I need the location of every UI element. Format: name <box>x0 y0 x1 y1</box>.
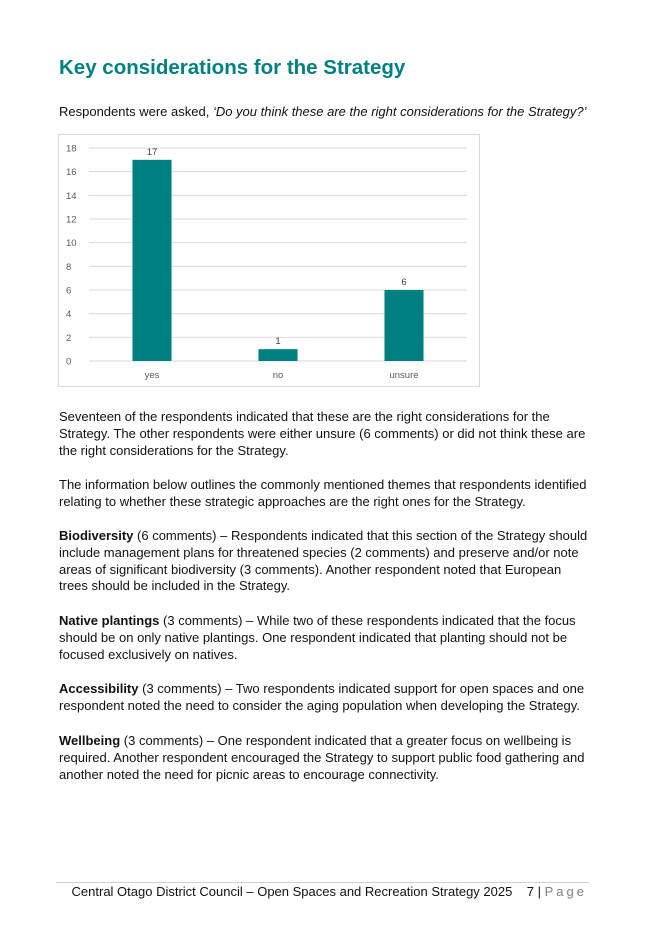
bar-unsure <box>384 290 423 361</box>
themes-intro-paragraph: The information below outlines the commonly mentioned themes that respondents identified relating to whether these strategic approaches are the right ones for the Strategy. <box>59 477 587 509</box>
biodiversity-text: (6 comments) – Respondents indicated that this section of the Strategy should include management plans for threatened species (2 comments) and preserve and/or note areas of significant biodiversity (3 comments). Another respondent noted that European trees should be included in the Strategy. <box>59 528 588 594</box>
accessibility-paragraph <box>59 681 589 715</box>
page-heading: Key considerations for the Strategy <box>59 56 406 79</box>
biodiversity-title: Biodiversity <box>59 528 134 543</box>
native-plantings-paragraph <box>59 613 589 663</box>
data-label: 1 <box>275 336 281 348</box>
intro-question: ‘Do you think these are the right considerations for the Strategy?’ <box>212 104 587 119</box>
y-tick-label: 12 <box>66 214 77 226</box>
y-tick-label: 18 <box>66 143 77 155</box>
biodiversity-paragraph <box>59 528 589 595</box>
intro-prefix: Respondents were asked, <box>59 104 213 119</box>
x-tick-label: no <box>272 370 284 381</box>
y-tick-label: 14 <box>66 190 77 202</box>
page-separator: | <box>534 884 545 899</box>
y-tick-label: 0 <box>66 356 72 368</box>
page-number: 7 <box>526 884 535 899</box>
x-tick-label: yes <box>144 370 160 381</box>
footer-text: Central Otago District Council – Open Spaces and Recreation Strategy 2025 <box>71 884 513 899</box>
bar-chart-svg <box>59 135 479 386</box>
data-label: 6 <box>401 277 407 288</box>
native-plantings-title: Native plantings <box>59 613 160 628</box>
y-tick-label: 8 <box>66 261 72 273</box>
accessibility-text: (3 comments) – Two respondents indicated support for open spaces and one respondent noted the need to consider the aging population when developing the Strategy. <box>59 681 585 713</box>
y-tick-label: 16 <box>66 167 77 179</box>
wellbeing-paragraph <box>59 733 589 783</box>
data-label: 17 <box>146 146 158 158</box>
bar-chart <box>58 134 480 387</box>
wellbeing-text: (3 comments) – One respondent indicated that a greater focus on wellbeing is required. Another respondent encouraged the Strategy to support public food gathering and another noted the need for picnic areas to encourage connectivity. <box>59 733 585 782</box>
bar-yes <box>132 160 171 361</box>
y-tick-label: 2 <box>66 332 72 344</box>
summary-paragraph: Seventeen of the respondents indicated that these are the right considerations for the Strategy. The other respondents were either unsure (6 comments) or did not think these are the right considerations for the Strategy. <box>59 409 586 458</box>
y-tick-label: 4 <box>66 309 72 321</box>
y-tick-label: 6 <box>66 285 72 297</box>
footer-divider <box>56 882 589 883</box>
intro-text <box>59 104 599 119</box>
page-label: Page <box>544 884 587 899</box>
page-footer <box>56 884 587 899</box>
accessibility-title: Accessibility <box>59 681 139 696</box>
x-tick-label: unsure <box>389 370 419 381</box>
y-tick-label: 10 <box>66 238 77 250</box>
bar-no <box>258 349 297 361</box>
native-plantings-text: (3 comments) – While two of these respondents indicated that the focus should be on only native plantings. One respondent indicated that planting should not be focused exclusively on natives. <box>59 613 576 662</box>
wellbeing-title: Wellbeing <box>59 733 121 748</box>
